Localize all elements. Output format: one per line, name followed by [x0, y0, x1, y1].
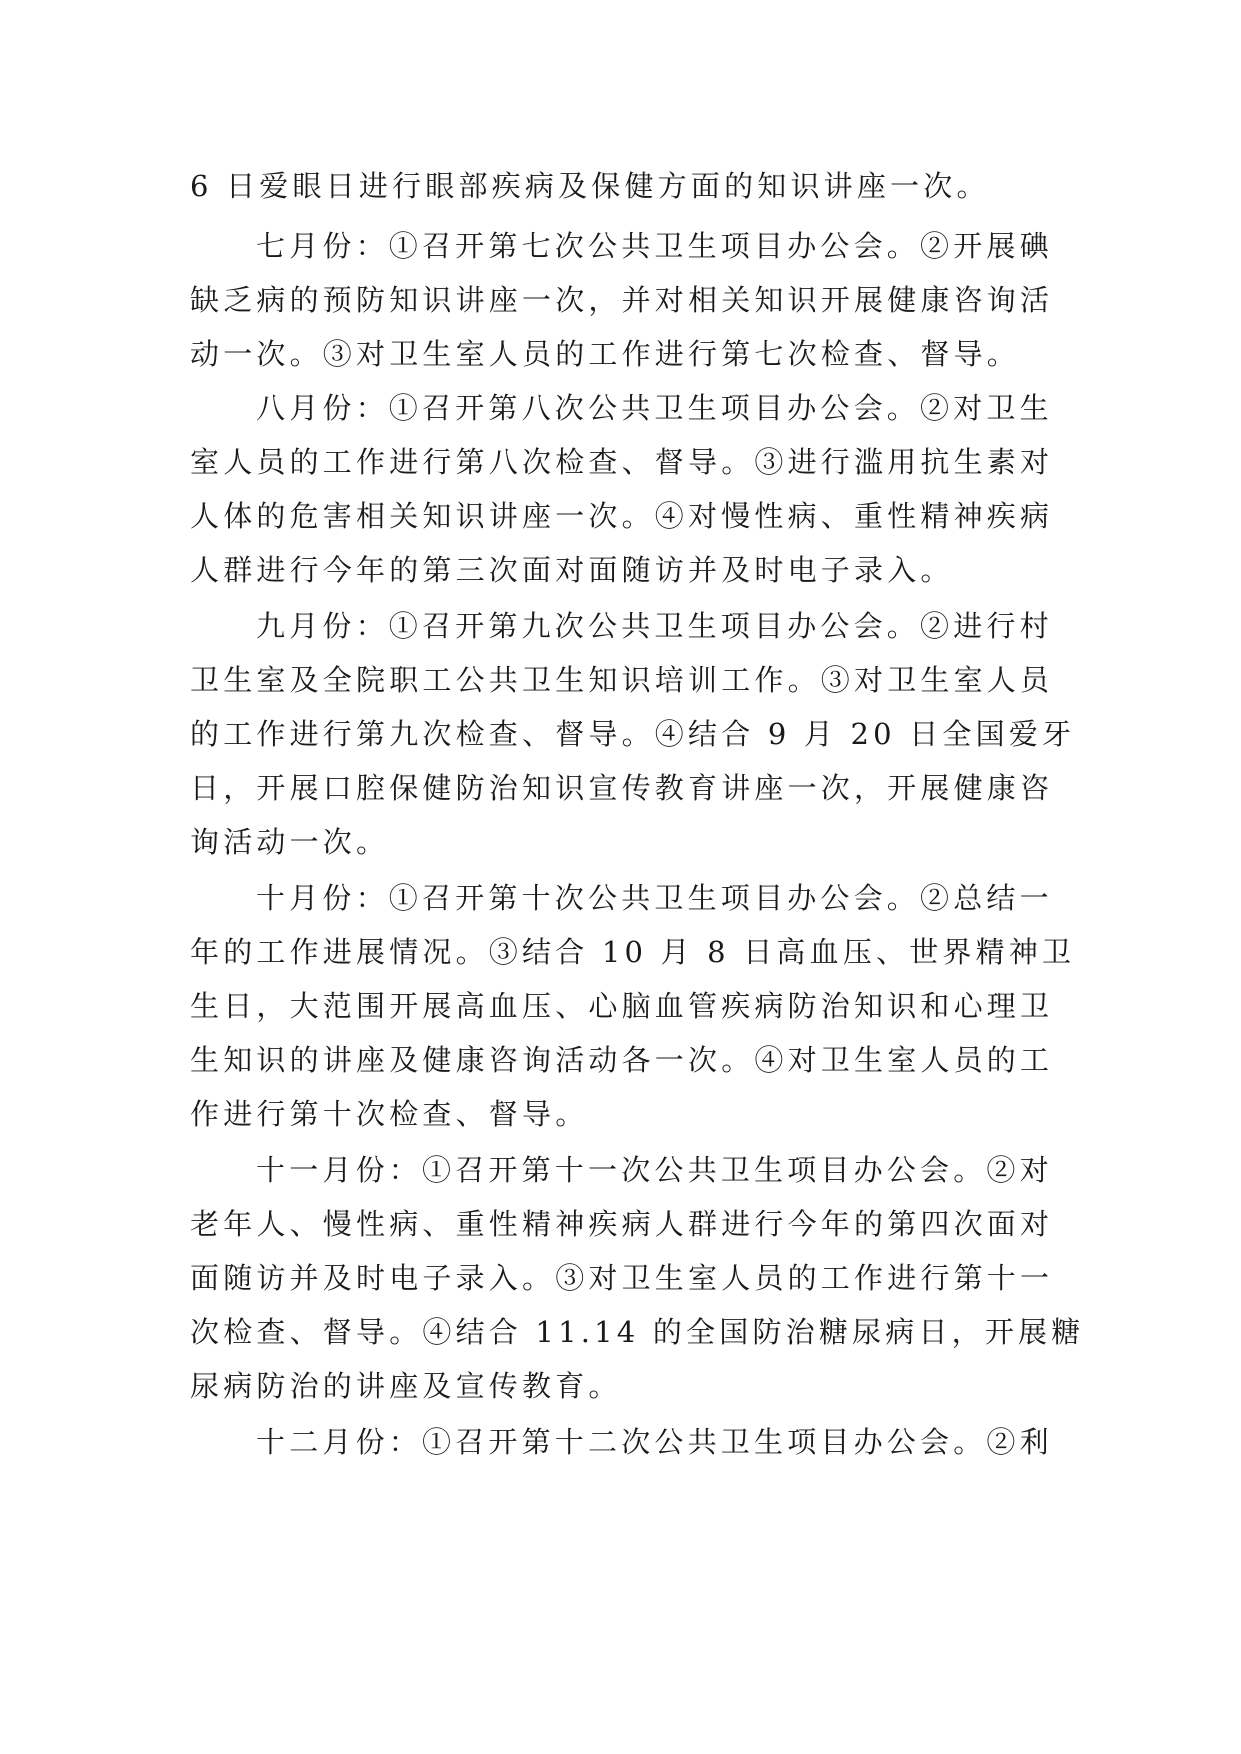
paragraph-august-line: 八月份：①召开第八次公共卫生项目办公会。②对卫生 [256, 391, 1053, 425]
paragraph-september-line: 询活动一次。 [190, 825, 390, 859]
paragraph-november-line: 老年人、慢性病、重性精神疾病人群进行今年的第四次面对 [190, 1207, 1054, 1241]
paragraph-september-line: 九月份：①召开第九次公共卫生项目办公会。②进行村 [256, 609, 1053, 643]
paragraph-november-line: 次检查、督导。④结合 11.14 的全国防治糖尿病日，开展糖 [190, 1315, 1085, 1349]
paragraph-july-line: 动一次。③对卫生室人员的工作进行第七次检查、督导。 [190, 337, 1021, 371]
paragraph-september-line: 卫生室及全院职工公共卫生知识培训工作。③对卫生室人员 [190, 663, 1054, 697]
paragraph-august-line: 室人员的工作进行第八次检查、督导。③进行滥用抗生素对 [190, 445, 1054, 479]
paragraph-july-line: 七月份：①召开第七次公共卫生项目办公会。②开展碘 [256, 229, 1053, 263]
paragraph-october-line: 生日，大范围开展高血压、心脑血管疾病防治知识和心理卫 [190, 989, 1054, 1023]
paragraph-july-line: 缺乏病的预防知识讲座一次，并对相关知识开展健康咨询活 [190, 283, 1054, 317]
paragraph-november-line: 面随访并及时电子录入。③对卫生室人员的工作进行第十一 [190, 1261, 1054, 1295]
paragraph-september-line: 的工作进行第九次检查、督导。④结合 9 月 20 日全国爱牙 [190, 717, 1076, 751]
paragraph-october-line: 作进行第十次检查、督导。 [190, 1097, 589, 1131]
paragraph-august-line: 人群进行今年的第三次面对面随访并及时电子录入。 [190, 553, 954, 587]
paragraph-august-line: 人体的危害相关知识讲座一次。④对慢性病、重性精神疾病 [190, 499, 1054, 533]
text-line: 6 日爱眼日进行眼部疾病及保健方面的知识讲座一次。 [190, 169, 990, 203]
paragraph-november-line: 十一月份：①召开第十一次公共卫生项目办公会。②对 [256, 1153, 1053, 1187]
paragraph-december-line: 十二月份：①召开第十二次公共卫生项目办公会。②利 [256, 1425, 1053, 1459]
paragraph-october-line: 年的工作进展情况。③结合 10 月 8 日高血压、世界精神卫 [190, 935, 1076, 969]
paragraph-november-line: 尿病防治的讲座及宣传教育。 [190, 1369, 622, 1403]
paragraph-september-line: 日，开展口腔保健防治知识宣传教育讲座一次，开展健康咨 [190, 771, 1054, 805]
paragraph-october-line: 十月份：①召开第十次公共卫生项目办公会。②总结一 [256, 881, 1053, 915]
paragraph-october-line: 生知识的讲座及健康咨询活动各一次。④对卫生室人员的工 [190, 1043, 1054, 1077]
